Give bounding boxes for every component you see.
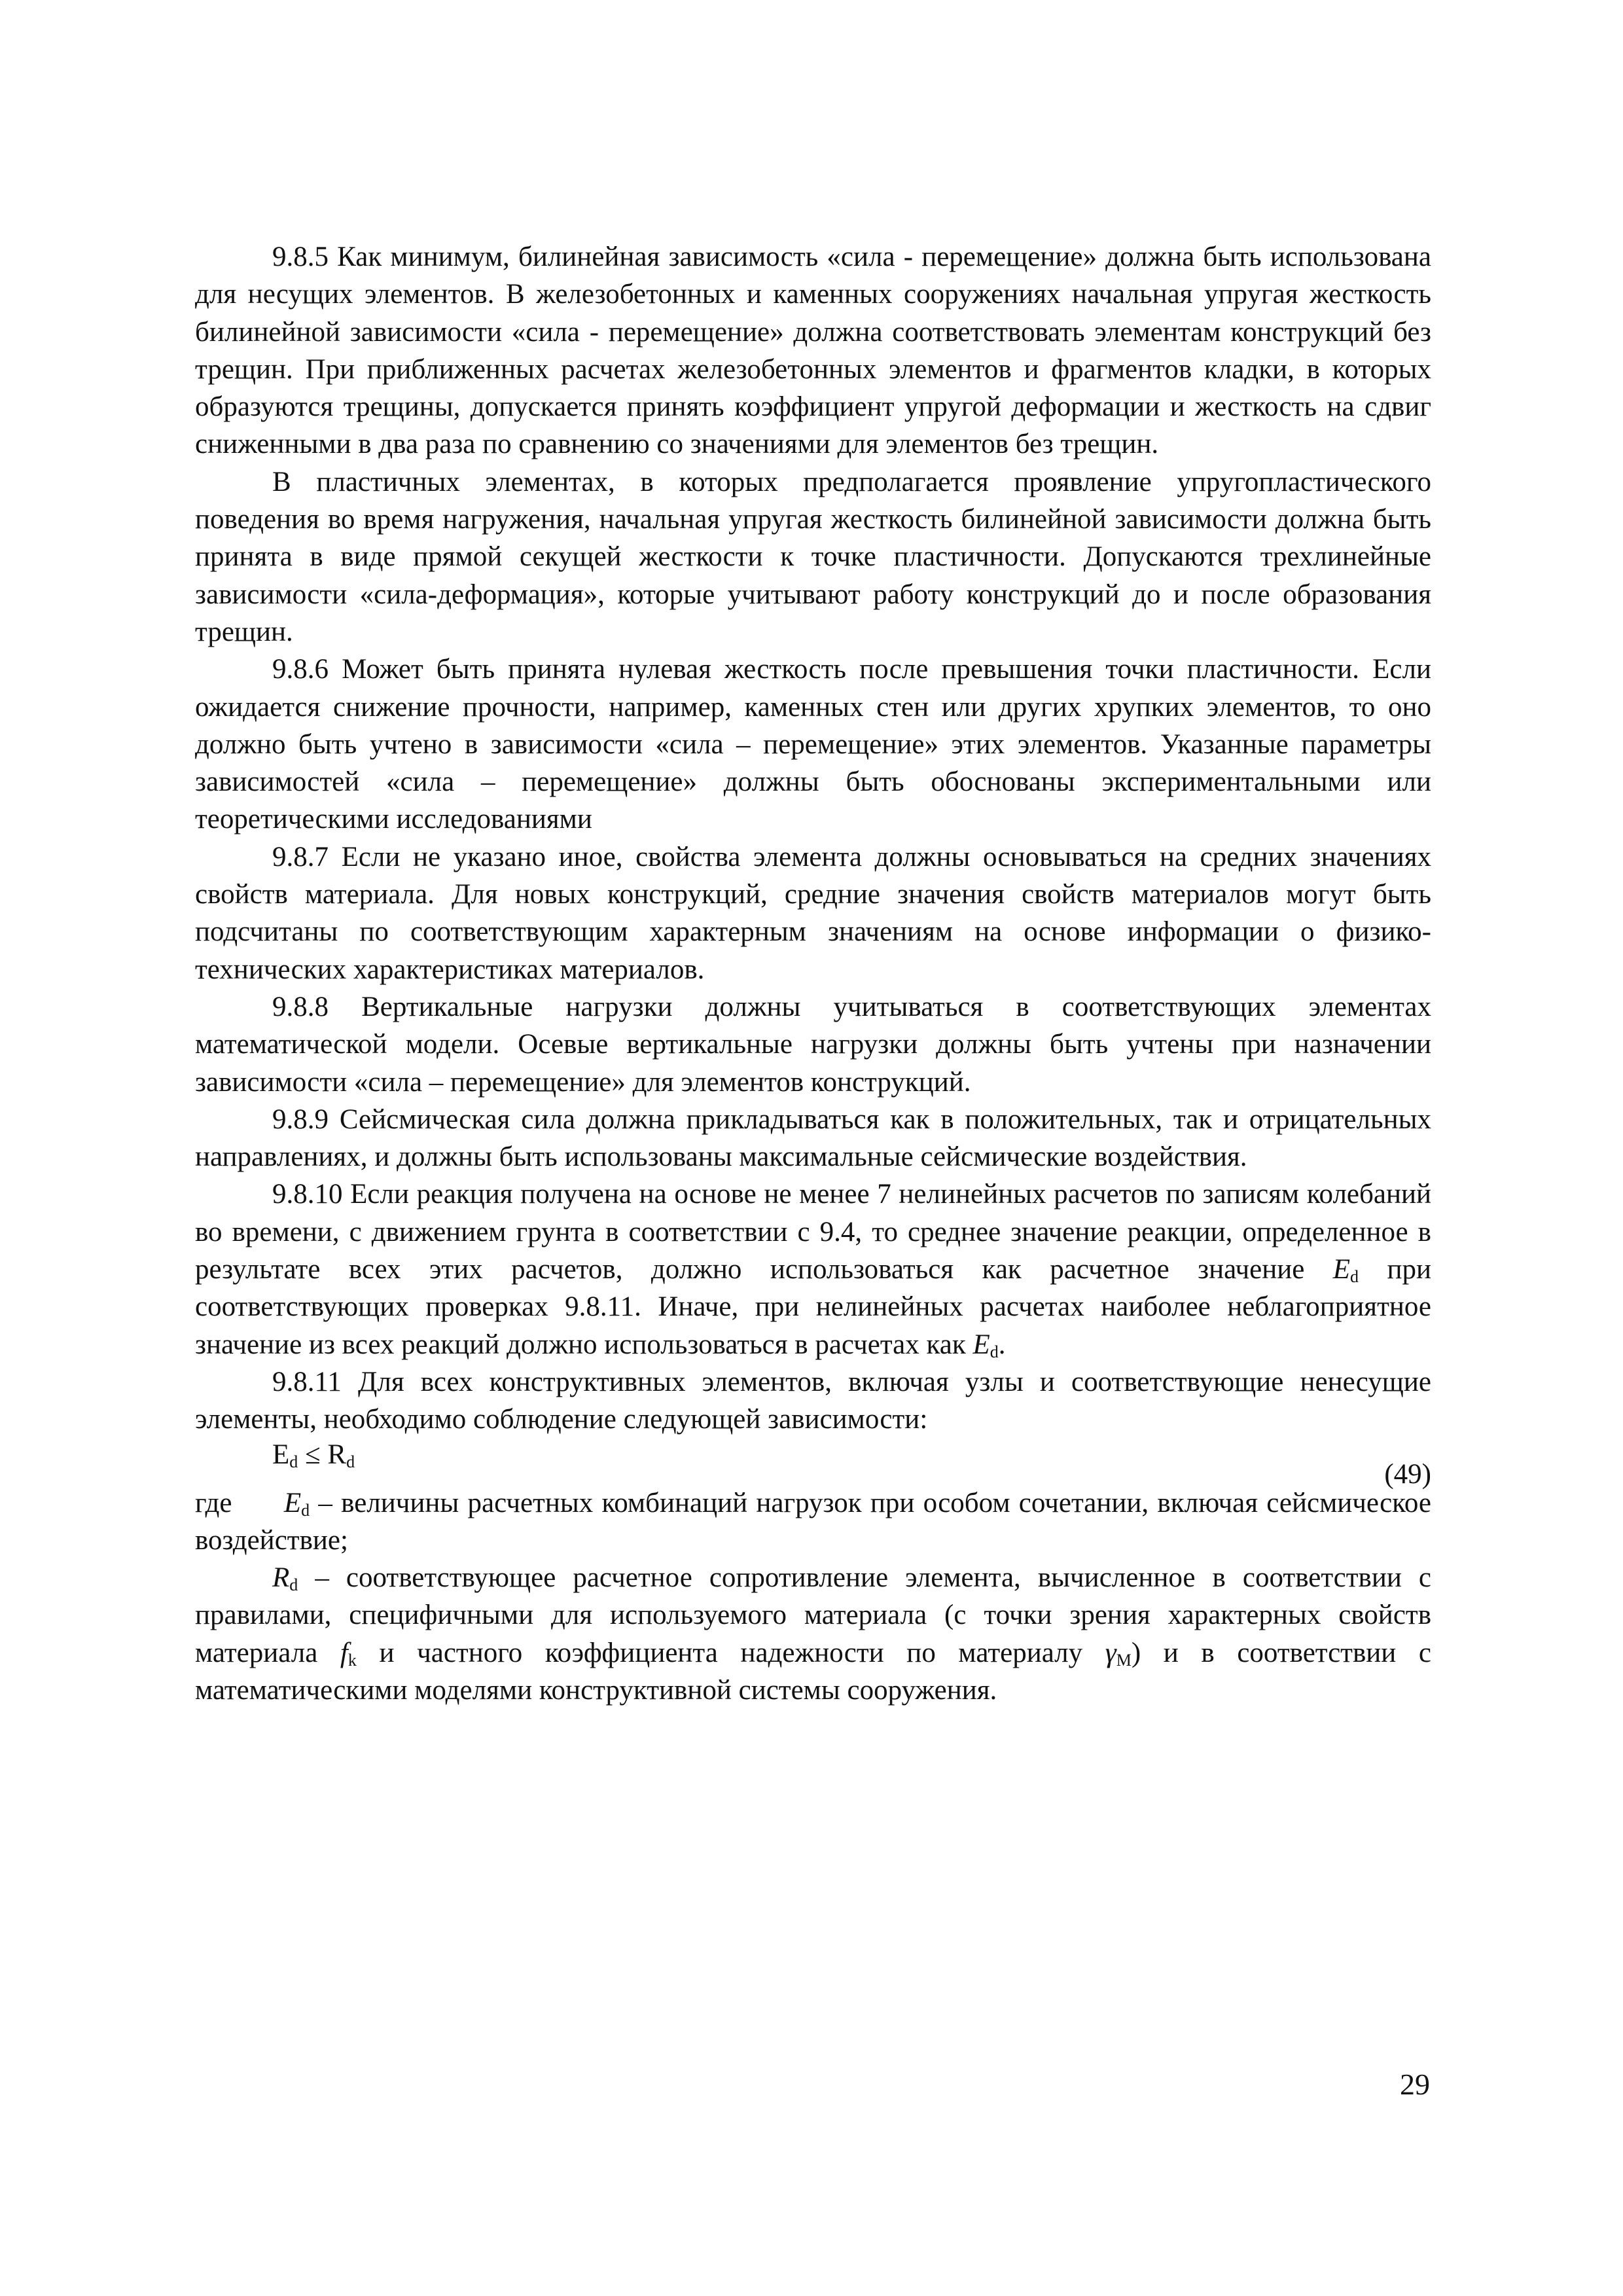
subscript-m: M	[1116, 1650, 1132, 1670]
paragraph-9-8-7: 9.8.7 Если не указано иное, свойства элемента должны основываться на средних значениях свойств материала. Для новых конструкций, средние значения свойств материалов могут быть подсчитаны по соответствующим характерным значениям на основе информации о физико-технических характеристиках материалов.	[195, 841, 1431, 985]
subscript-d: d	[289, 1452, 298, 1471]
definition-text: ) и в соответствии с математическими моделями конструктивной системы сооружения.	[195, 1637, 1431, 1706]
definition-text: – соответствующее расчетное сопротивление элемента, вычисленное в соответствии с правилами, специфичными для используемого материала (с точки зрения характерных свойств материала	[195, 1562, 1431, 1668]
paragraph-text: .	[998, 1329, 1006, 1360]
symbol-e: E	[283, 1487, 302, 1518]
symbol-r: R	[272, 1562, 290, 1594]
symbol-e: E	[1332, 1254, 1351, 1285]
definition-ed	[195, 1484, 1431, 1560]
symbol-gamma: γ	[1105, 1637, 1116, 1668]
subscript-d: d	[1350, 1267, 1359, 1287]
subscript-d: d	[301, 1500, 310, 1520]
formula-49	[195, 1439, 1431, 1490]
definition-text: и частного коэффициента надежности по материалу	[356, 1637, 1105, 1668]
paragraph-9-8-9: 9.8.9 Сейсмическая сила должна прикладываться как в положительных, так и отрицательных направлениях, и должны быть использованы максимальные сейсмические воздействия.	[195, 1103, 1431, 1173]
subscript-d: d	[289, 1575, 298, 1595]
formula-number: (49)	[1384, 1458, 1431, 1490]
paragraph-9-8-10	[195, 1175, 1431, 1363]
paragraph-text: при соответствующих проверках 9.8.11. Иначе, при нелинейных расчетах наиболее неблагоприятное значение из всех реакций должно использоваться в расчетах как	[195, 1254, 1431, 1360]
symbol-e: E	[972, 1329, 990, 1360]
paragraph-9-8-5: 9.8.5 Как минимум, билинейная зависимость «сила - перемещение» должна быть использована для несущих элементов. В железобетонных и каменных сооружениях начальная упругая жесткость билинейной зависимости «сила - перемещение» должна соответствовать элементам конструкций без трещин. При приближенных расчетах железобетонных элементов и фрагментов кладки, в которых образуются трещины, допускается принять коэффициент упругой деформации и жесткость на сдвиг сниженными в два раза по сравнению со значениями для элементов без трещин.	[195, 242, 1431, 460]
paragraph-9-8-5-plastic: В пластичных элементах, в которых предполагается проявление упругопластического поведения во время нагружения, начальная упругая жесткость билинейной зависимости должна быть принята в виде прямой секущей жесткости к точке пластичности. Допускаются трехлинейные зависимости «сила-деформация», которые учитывают работу конструкций до и после образования трещин.	[195, 466, 1431, 647]
leq-sign: ≤	[298, 1439, 328, 1470]
formula-expression	[272, 1436, 355, 1473]
definition-rd	[195, 1559, 1431, 1709]
page-number: 29	[1400, 2068, 1430, 2101]
paragraph-9-8-8: 9.8.8 Вертикальные нагрузки должны учитываться в соответствующих элементах математической модели. Осевые вертикальные нагрузки должны быть учтены при назначении зависимости «сила – перемещение» для элементов конструкций.	[195, 991, 1431, 1098]
subscript-d: d	[346, 1452, 355, 1471]
document-body	[195, 238, 1431, 1709]
subscript-d: d	[990, 1342, 999, 1361]
paragraph-9-8-6: 9.8.6 Может быть принята нулевая жесткость после превышения точки пластичности. Если ожидается снижение прочности, например, каменных стен или других хрупких элементов, то оно должно быть учтено в зависимости «сила – перемещение» этих элементов. Указанные параметры зависимостей «сила – перемещение» должны быть обоснованы экспериментальными или теоретическими исследованиями	[195, 654, 1431, 835]
where-label: где	[195, 1487, 284, 1518]
symbol-r: R	[327, 1439, 347, 1470]
definition-text: – величины расчетных комбинаций нагрузок при особом сочетании, включая сейсмическое воздействие;	[195, 1487, 1431, 1556]
paragraph-9-8-11: 9.8.11 Для всех конструктивных элементов, включая узлы и соответствующие ненесущие элементы, необходимо соблюдение следующей зависимости:	[195, 1366, 1431, 1435]
symbol-e: E	[272, 1439, 290, 1470]
symbol-f: f	[340, 1637, 348, 1668]
subscript-k: k	[348, 1650, 357, 1670]
paragraph-text: 9.8.10 Если реакция получена на основе не менее 7 нелинейных расчетов по записям колебаний во времени, с движением грунта в соответствии с 9.4, то среднее значение реакции, определенное в результате всех этих расчетов, должно использоваться как расчетное значение	[195, 1179, 1431, 1285]
